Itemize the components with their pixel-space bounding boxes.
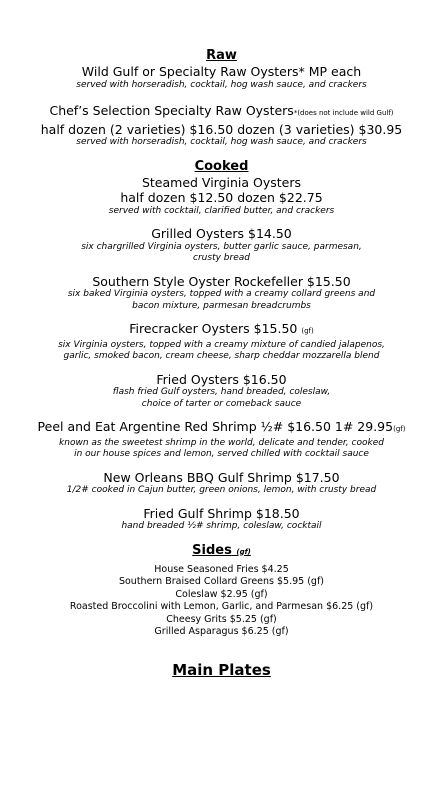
gf-tag: (gf) [236, 547, 251, 556]
item-name: Fried Gulf Shrimp $18.50 [143, 505, 300, 521]
item-name [0, 321, 443, 340]
item-desc: served with cocktail, clarified butter, and crackers [108, 205, 335, 216]
item-note: *(does not include wild Gulf) [293, 109, 394, 117]
item-desc: served with horseradish, cocktail, hog wash sauce, and crackers [76, 79, 367, 90]
menu-item-bbq-gulf-shrimp [0, 470, 443, 497]
item-desc-line-1: six baked Virginia oysters, topped with a creamy collard greens and [67, 289, 376, 299]
item-price: half dozen $12.50 dozen $22.75 [120, 190, 323, 205]
item-name: New Orleans BBQ Gulf Shrimp $17.50 [103, 469, 340, 485]
list-item: Grilled Asparagus $6.25 (gf) [154, 626, 289, 637]
item-desc: hand breaded ½# shrimp, coleslaw, cocktail [121, 521, 322, 531]
sides-list [0, 564, 443, 639]
menu-item-steamed-oysters [0, 175, 443, 218]
menu-item-argentine-red-shrimp [0, 419, 443, 461]
item-price: half dozen (2 varieties) $16.50 dozen (3 varieties) $30.95 [40, 121, 403, 137]
item-name: Steamed Virginia Oysters [141, 174, 302, 190]
item-name [0, 419, 443, 438]
menu-item-wild-gulf [0, 64, 443, 91]
item-desc-line-1: six chargrilled Virginia oysters, butter garlic sauce, parmesan, [81, 241, 362, 252]
item-name: Fried Oysters $16.50 [156, 371, 287, 387]
item-desc: served with horseradish, cocktail, hog wash sauce, and crackers [76, 137, 367, 147]
item-name-text: Peel and Eat Argentine Red Shrimp ½# $16.50 1# 29.95 [37, 419, 394, 434]
raw-heading: Raw [206, 48, 237, 63]
menu-item-firecracker-oysters [0, 321, 443, 363]
gf-tag: (gf) [393, 425, 406, 433]
list-item: Southern Braised Collard Greens $5.95 (gf) [118, 576, 325, 587]
item-desc-line-2: crusty bread [193, 253, 250, 263]
menu-item-fried-gulf-shrimp [0, 506, 443, 533]
item-name-text: Firecracker Oysters $15.50 [129, 321, 298, 336]
list-item: Roasted Broccolini with Lemon, Garlic, and Parmesan $6.25 (gf) [69, 601, 374, 612]
item-desc-line-2: in our house spices and lemon, served chilled with cocktail sauce [74, 449, 369, 459]
menu-item-chefs-selection [0, 103, 443, 149]
item-desc: 1/2# cooked in Cajun butter, green onions, lemon, with crusty bread [66, 485, 377, 495]
list-item: Coleslaw $2.95 (gf) [175, 588, 268, 600]
item-name: Wild Gulf or Specialty Raw Oysters* MP each [81, 64, 362, 79]
item-desc-line-1: flash fried Gulf oysters, hand breaded, coleslaw, [112, 387, 331, 397]
item-name [0, 103, 443, 122]
item-desc-line-2: garlic, smoked bacon, cream cheese, sharp cheddar mozzarella blend [63, 351, 380, 361]
sides-heading-text: Sides [192, 542, 232, 558]
item-desc-line-2: choice of tarter or comeback sauce [141, 398, 302, 409]
item-desc-line-1: known as the sweetest shrimp in the world, delicate and tender, cooked [59, 437, 384, 448]
item-name-text: Chef’s Selection Specialty Raw Oysters [49, 103, 294, 118]
menu-item-fried-oysters [0, 372, 443, 411]
item-name: Southern Style Oyster Rockefeller $15.50 [92, 273, 351, 289]
list-item: Cheesy Grits $5.25 (gf) [166, 613, 277, 625]
list-item: House Seasoned Fries $4.25 [154, 563, 289, 575]
menu-item-grilled-oysters [0, 226, 443, 265]
item-name: Grilled Oysters $14.50 [151, 226, 292, 241]
item-desc-line-2: bacon mixture, parmesan breadcrumbs [132, 300, 311, 311]
gf-tag: (gf) [301, 327, 314, 335]
sides-heading [0, 543, 443, 560]
menu-item-rockefeller [0, 274, 443, 313]
main-plates-heading: Main Plates [172, 660, 271, 679]
item-desc-line-1: six Virginia oysters, topped with a creamy mixture of candied jalapenos, [58, 339, 385, 350]
cooked-heading: Cooked [194, 158, 249, 174]
